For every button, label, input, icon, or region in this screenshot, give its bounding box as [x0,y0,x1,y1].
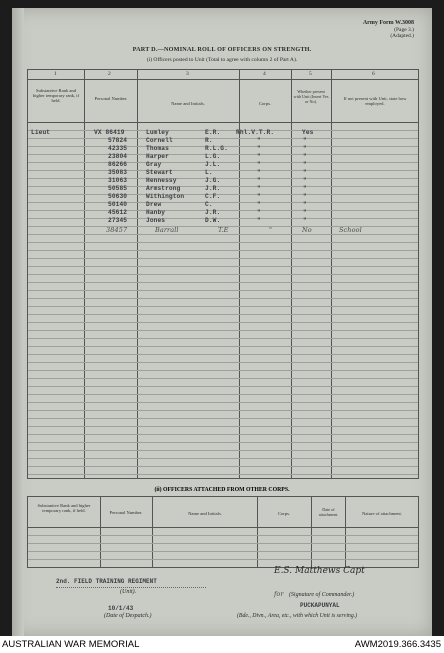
column-number-2: 2 [108,71,111,77]
row-corps: " [257,201,261,208]
section-i-title: (i) Officers posted to Unit (Total to agree with column 2 of Part A). [146,57,298,63]
form-adapted: (Adapted.) [390,33,414,39]
row-corps: " [269,226,273,234]
row-name: Thomas [146,145,169,152]
row-corps: " [257,161,261,168]
officers-posted-table [27,69,419,479]
form-page: (Page 3.) [394,26,414,33]
section-ii-title: (ii) OFFICERS ATTACHED FROM OTHER CORPS. [154,487,290,493]
column-number-1: 1 [54,71,57,77]
row-name: Stewart [146,169,173,176]
row-number: 86266 [108,161,128,168]
row-initials: D.W. [205,217,221,224]
area-value: PUCKAPUNYAL [300,602,340,609]
table-row [28,153,418,161]
table-body [28,122,418,478]
table-row [28,201,418,209]
row-name: Drew [146,201,162,208]
row-number: 50585 [108,185,128,192]
column-number-6: 6 [372,71,375,77]
table-row [28,161,418,169]
row-number: 42335 [108,145,128,152]
row-corps: " [257,209,261,216]
area-label: (Bde., Divn., Area, etc., with which Unit is serving.) [237,613,358,619]
row-number: VX 86419 [94,129,125,136]
header-name: Name and Initials. [171,101,205,106]
row-present: " [303,193,307,200]
row-rank: Lieut [31,129,51,136]
row-present: " [303,161,307,168]
table-row [28,193,418,201]
row-name: Harper [146,153,169,160]
row-present: " [303,153,307,160]
row-initials: C.F. [205,193,221,200]
row-number: 31063 [108,177,128,184]
row-name: Hennessy [146,177,177,184]
table-row [28,169,418,177]
officers-attached-table [27,496,419,568]
header-corps: Corps. [258,101,272,106]
row-present: No [302,226,312,234]
row-corps: " [257,177,261,184]
row-number: 50630 [108,193,128,200]
header-present: Whether present with Unit (Insert Yes or No). [293,89,329,104]
row-name: Jones [146,217,166,224]
table-row [28,177,418,185]
row-number: 35083 [108,169,128,176]
header-nature: Nature of attachment. [362,511,402,516]
row-initials: L. [205,169,213,176]
row-present: " [303,177,307,184]
row-present: Yes [302,129,314,136]
table-row [28,129,418,137]
row-name: Withington [146,193,185,200]
row-number: 45612 [108,209,128,216]
row-initials: T.E [218,226,229,234]
signature-prefix: for [274,590,284,598]
row-initials: E.R. [205,129,221,136]
ruling-line [28,551,418,552]
row-corps: " [257,193,261,200]
row-employed: School [339,226,362,234]
row-initials: R. [205,137,213,144]
header-rank: Substantive Rank and higher temporary rank, if held. [32,88,80,104]
despatch-date-value: 10/1/43 [108,605,134,612]
row-present: " [303,209,307,216]
caption-accession: AWM2019.366.3435 [354,639,441,650]
row-corps: " [257,169,261,176]
ruling-line [28,543,418,544]
header-number: Personal Number. [94,96,128,101]
table-row [28,209,418,217]
table-row [28,137,418,145]
row-corps: " [257,137,261,144]
row-number: 50140 [108,201,128,208]
table-row-handwritten [28,226,418,235]
row-present: " [303,137,307,144]
row-name: Lumley [146,129,169,136]
row-corps: " [257,217,261,224]
header-name: Name and Initials. [188,511,222,516]
row-number: 23804 [108,153,128,160]
row-present: " [303,201,307,208]
unit-label: (Unit). [120,589,137,595]
header-not-present: If not present with Unit, state how employed. [343,96,407,107]
row-number: 38457 [106,226,128,234]
header-corps: Corps. [277,511,291,516]
table-ruling [28,527,418,567]
row-initials: L.G. [205,153,221,160]
row-corps: Rhl.V.T.R. [236,129,275,136]
commander-signature: E.S. Matthews Capt [274,566,365,576]
table-row [28,145,418,153]
table-row [28,185,418,193]
row-present: " [303,145,307,152]
unit-value: 2nd. FIELD TRAINING REGIMENT [56,578,157,585]
row-name: Barrall [155,226,179,234]
form-number [363,20,414,40]
row-name: Hanby [146,209,166,216]
row-initials: J.R. [205,185,221,192]
row-initials: C. [205,201,213,208]
document-page [12,8,432,636]
row-number: 27345 [108,217,128,224]
ruling-line [28,559,418,560]
row-initials: J.L. [205,161,221,168]
row-corps: " [257,153,261,160]
column-number-4: 4 [263,71,266,77]
row-initials: J.R. [205,209,221,216]
row-name: Armstrong [146,185,181,192]
header-rank: Substantive Rank and higher temporary rank, if held. [37,503,91,514]
row-corps: " [257,185,261,192]
row-initials: R.L.G. [205,145,228,152]
row-name: Cornell [146,137,173,144]
archive-caption [0,636,444,653]
row-present: " [303,217,307,224]
header-date: Date of attachment. [318,507,339,517]
row-corps: " [257,145,261,152]
caption-institution: AUSTRALIAN WAR MEMORIAL [2,639,140,650]
table-row [28,217,418,225]
row-present: " [303,169,307,176]
ruling-line [28,535,418,536]
row-initials: J.G. [205,177,221,184]
column-number-3: 3 [186,71,189,77]
header-number: Personal Number. [109,510,143,515]
form-number-title: Army Form W.3008 [362,20,414,26]
signature-label: (Signature of Commander.) [288,592,355,598]
part-title: PART D.—NOMINAL ROLL OF OFFICERS ON STRENGTH. [132,46,312,53]
row-present: " [303,185,307,192]
row-name: Gray [146,161,162,168]
row-number: 57824 [108,137,128,144]
column-number-5: 5 [309,71,312,77]
despatch-date-label: (Date of Despatch.) [104,613,152,619]
